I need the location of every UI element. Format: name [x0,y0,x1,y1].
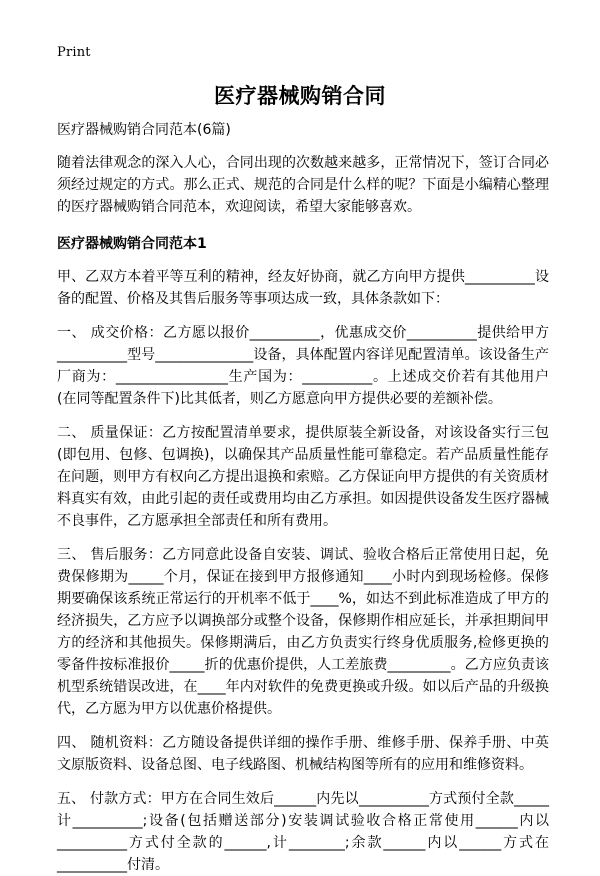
clause-documents: 四、 随机资料：乙方随设备提供详细的操作手册、维修手册、保养手册、中英文原版资料、设备总图、电子线路图、机械结构图等所有的应用和维修资料。 [57,735,549,773]
document-subtitle: 医疗器械购销合同范本(6篇) [57,122,231,138]
clause-price: 一、 成交价格：乙方愿以报价__________，优惠成交价__________提供给甲方__________型号______________设备，具体配置内容详见配置清单。该设备生产厂商为：________________生产国为：__________。上述成交价若有其他用户(在同等配置条件下)比其低者，则乙方愿意向甲方提供必要的差额补偿。 [57,325,549,407]
document-title: 医疗器械购销合同 [214,84,386,108]
section-heading: 医疗器械购销合同范本1 [57,236,207,252]
clause-after-sales: 三、 售后服务：乙方同意此设备自安装、调试、验收合格后正常使用日起，免费保修期为_____个月，保证在接到甲方报修通知____小时内到现场检修。保修期要确保该系统正常运行的开机率不低于____%，如达不到此标准造成了甲方的经济损失，乙方应予以调换部分或整个设备，保修期作相应延长，并承担期间甲方的经济和其他损失。保修期满后，由乙方负责实行终身优质服务,检修更换的零备件按标准报价_____折的优惠价提供，人工差旅费_________。乙方应负责该机型系统错误改进，在____年内对软件的免费更换或升级。如以后产品的升级换代，乙方愿为甲方以优惠价格提供。 [57,547,549,717]
intro-paragraph: 随着法律观念的深入人心，合同出现的次数越来越多，正常情况下，签订合同必须经过规定的方式。那么正式、规范的合同是什么样的呢？下面是小编精心整理的医疗器械购销合同范本，欢迎阅读，希望大家能够喜欢。 [57,155,549,215]
contract-preamble: 甲、乙双方本着平等互利的精神，经友好协商，就乙方向甲方提供__________设备的配置、价格及其售后服务等事项达成一致，具体条款如下： [57,269,549,307]
print-label: Print [57,45,91,60]
clause-payment: 五、 付款方式：甲方在合同生效后______内先以__________方式预付全款_____计__________;设备(包括赠送部分)安装调试验收合格正常使用______内以__________方式付全款的______,计________;余款______内以______方式在__________付清。 [57,791,549,873]
clause-quality: 二、 质量保证：乙方按配置清单要求，提供原装全新设备，对该设备实行三包(即包用、包修、包调换)，以确保其产品质量性能可靠稳定。若产品质量性能存在问题，则甲方有权向乙方提出退换和索赔。乙方保证向甲方提供的有关资质材料真实有效，由此引起的责任或费用均由乙方承担。如因提供设备发生医疗器械不良事件，乙方愿承担全部责任和所有费用。 [57,425,549,529]
document-body [57,120,549,876]
